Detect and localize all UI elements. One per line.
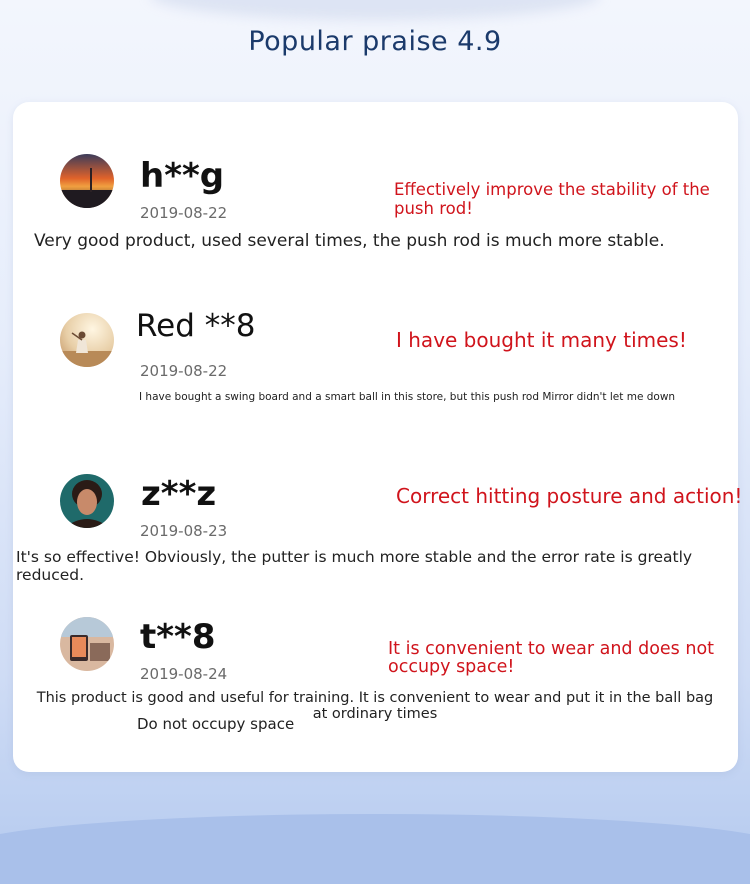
header-glow xyxy=(150,0,600,20)
review-date: 2019-08-24 xyxy=(140,665,228,683)
review-date: 2019-08-22 xyxy=(140,362,228,380)
review-text: It's so effective! Obviously, the putter is much more stable and the error rate is greatly reduced. xyxy=(16,548,693,584)
reviewer-name: t**8 xyxy=(140,617,216,657)
review-text: This product is good and useful for training. It is convenient to wear and put it in the ball bag at ordinary times xyxy=(36,690,714,722)
page-title: Popular praise 4.9 xyxy=(248,26,502,57)
review-text-continued: Do not occupy space xyxy=(137,715,295,733)
review-date: 2019-08-22 xyxy=(140,204,228,222)
review-text: Very good product, used several times, the push rod is much more stable. xyxy=(34,231,665,251)
review-highlight: I have bought it many times! xyxy=(396,328,687,352)
review-highlight: Effectively improve the stability of the push rod! xyxy=(394,180,710,218)
reviewer-avatar-phone[interactable] xyxy=(60,617,114,671)
reviewer-avatar-sunset[interactable] xyxy=(60,154,114,208)
reviewer-avatar-girl[interactable] xyxy=(60,313,114,367)
review-text: I have bought a swing board and a smart ball in this store, but this push rod Mirror didn't let me down xyxy=(139,391,676,403)
reviewer-avatar-woman[interactable] xyxy=(60,474,114,528)
reviewer-name: z**z xyxy=(141,474,217,514)
bottom-wave xyxy=(0,814,750,884)
review-date: 2019-08-23 xyxy=(140,522,228,540)
review-highlight: It is convenient to wear and does not occupy space! xyxy=(388,639,715,677)
review-highlight: Correct hitting posture and action! xyxy=(396,484,743,508)
reviewer-name: h**g xyxy=(140,156,225,196)
reviewer-name: Red **8 xyxy=(136,308,256,344)
